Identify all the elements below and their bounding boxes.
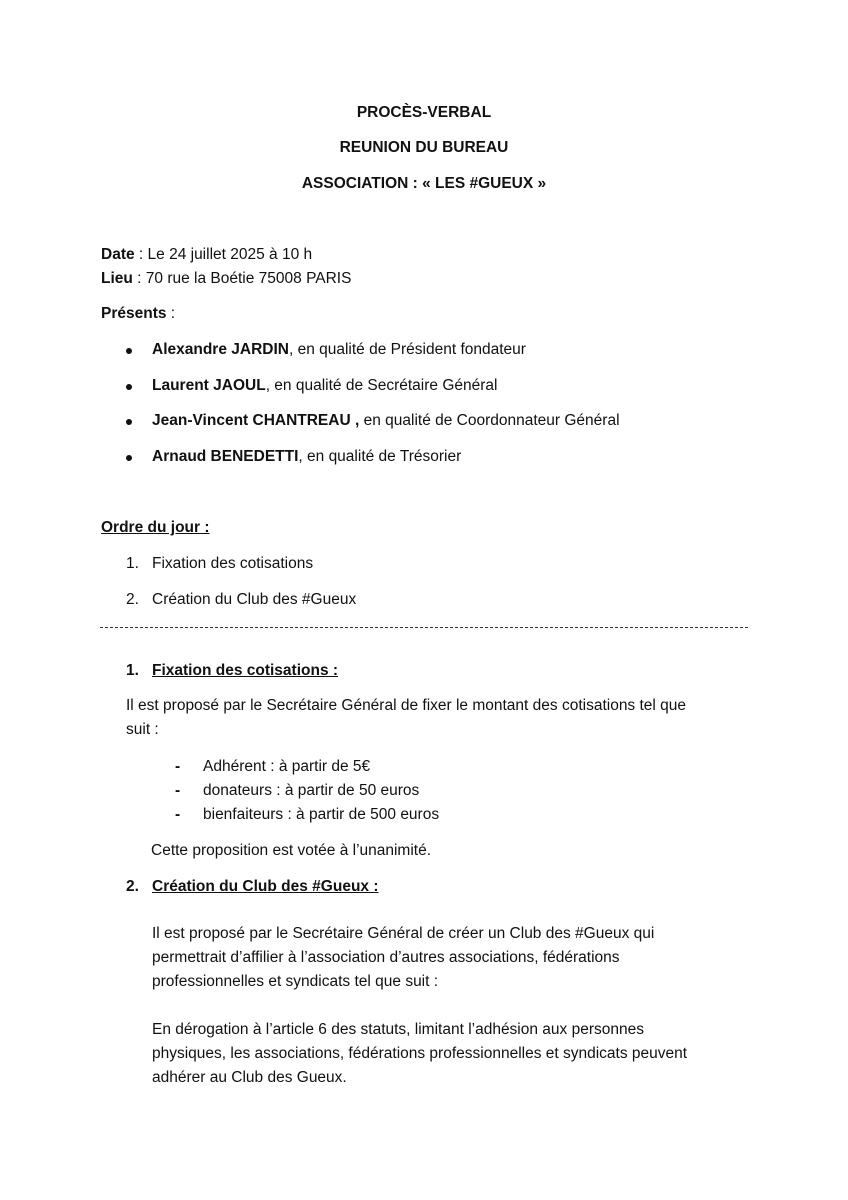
- section2-para2-line1: En dérogation à l’article 6 des statuts, limitant l’adhésion aux personnes: [152, 1021, 644, 1038]
- section2-para1-line3: professionnelles et syndicats tel que suit :: [152, 973, 439, 990]
- agenda-item-num: 2.: [126, 591, 139, 608]
- lieu-line: [101, 268, 351, 290]
- presents-suffix: :: [166, 305, 176, 322]
- lieu-value: : 70 rue la Boétie 75008 PARIS: [132, 270, 352, 287]
- dashed-separator: [100, 627, 748, 628]
- date-label: Date: [101, 246, 135, 263]
- list-item: [152, 339, 526, 361]
- date-value: : Le 24 juillet 2025 à 10 h: [134, 246, 313, 263]
- presents-heading: [101, 303, 175, 325]
- lieu-label: Lieu: [101, 270, 133, 287]
- section2-para1-line1: Il est proposé par le Secrétaire Général de créer un Club des #Gueux qui: [152, 925, 655, 942]
- bullet-icon: [126, 419, 132, 425]
- section2-para1-line2: permettrait d’affilier à l’association d’autres associations, fédérations: [152, 949, 620, 966]
- title-association: ASSOCIATION : « LES #GUEUX »: [301, 175, 547, 192]
- title-proces-verbal: PROCÈS-VERBAL: [356, 104, 492, 121]
- dash-icon: -: [175, 782, 181, 799]
- section2-num: 2.: [126, 878, 139, 895]
- date-line: [101, 244, 312, 266]
- list-item: [152, 410, 620, 432]
- list-item: [152, 375, 497, 397]
- section2-para2-line3: adhérer au Club des Gueux.: [152, 1069, 347, 1086]
- tier-item: bienfaiteurs : à partir de 500 euros: [203, 806, 440, 823]
- list-item: [152, 446, 461, 468]
- section1-title: Fixation des cotisations :: [152, 662, 339, 679]
- present-name: Alexandre JARDIN: [152, 341, 289, 358]
- agenda-item: Fixation des cotisations: [152, 555, 314, 572]
- section1-num: 1.: [126, 662, 139, 679]
- dash-icon: -: [175, 806, 181, 823]
- presents-label: Présents: [101, 305, 167, 322]
- section1-intro-line1: Il est proposé par le Secrétaire Général de fixer le montant des cotisations tel que: [126, 697, 687, 714]
- section2-para2-line2: physiques, les associations, fédérations professionnelles et syndicats peuvent: [152, 1045, 688, 1062]
- present-name: Arnaud BENEDETTI: [152, 448, 299, 465]
- agenda-item-num: 1.: [126, 555, 139, 572]
- present-name: Jean-Vincent CHANTREAU ,: [152, 412, 360, 429]
- present-name: Laurent JAOUL: [152, 377, 266, 394]
- present-role: en qualité de Coordonnateur Général: [359, 412, 620, 429]
- tier-item: Adhérent : à partir de 5€: [203, 758, 371, 775]
- section1-vote: Cette proposition est votée à l’unanimité.: [151, 842, 432, 859]
- tier-item: donateurs : à partir de 50 euros: [203, 782, 420, 799]
- bullet-icon: [126, 348, 132, 354]
- agenda-title: Ordre du jour :: [101, 519, 210, 536]
- section2-title: Création du Club des #Gueux :: [152, 878, 379, 895]
- title-reunion-bureau: REUNION DU BUREAU: [339, 139, 509, 156]
- section1-intro-line2: suit :: [126, 721, 159, 738]
- present-role: , en qualité de Secrétaire Général: [265, 377, 498, 394]
- present-role: , en qualité de Président fondateur: [288, 341, 526, 358]
- present-role: , en qualité de Trésorier: [298, 448, 462, 465]
- bullet-icon: [126, 455, 132, 461]
- dash-icon: -: [175, 758, 181, 775]
- agenda-item: Création du Club des #Gueux: [152, 591, 357, 608]
- bullet-icon: [126, 384, 132, 390]
